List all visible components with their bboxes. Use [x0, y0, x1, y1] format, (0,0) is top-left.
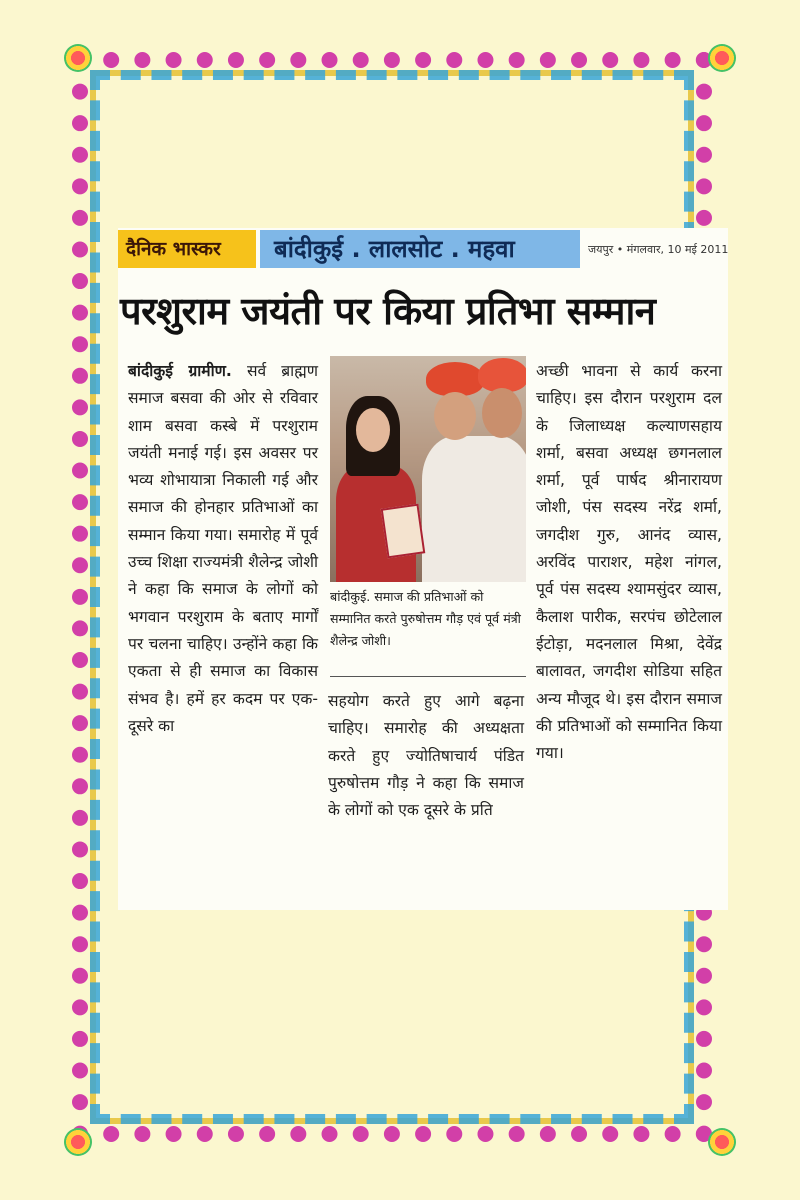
- certificate-icon: [381, 504, 426, 559]
- face-icon: [482, 388, 522, 438]
- dateline-lead: बांदीकुई ग्रामीण.: [128, 362, 232, 380]
- corner-flower-icon: [64, 44, 92, 72]
- turban-icon: [478, 358, 526, 392]
- face-icon: [356, 408, 390, 452]
- dateline: जयपुर • मंगलवार, 10 मई 2011: [588, 243, 729, 256]
- newspaper-logo: दैनिक भास्कर: [118, 230, 256, 268]
- edition-band: बांदीकुई . लालसोट . महवा: [260, 230, 580, 268]
- corner-flower-icon: [708, 44, 736, 72]
- corner-flower-icon: [708, 1128, 736, 1156]
- face-icon: [434, 392, 476, 440]
- corner-flower-icon: [64, 1128, 92, 1156]
- divider: [330, 676, 526, 677]
- photo-caption: बांदीकुई. समाज की प्रतिभाओं को सम्मानित करते पुरुषोत्तम गौड़ एवं पूर्व मंत्री शैलेन्द्र जोशी।: [330, 589, 521, 648]
- column-1-text: सर्व ब्राह्मण समाज बसवा की ओर से रविवार शाम बसवा कस्बे में परशुराम जयंती मनाई गई। इस अवसर पर भव्य शोभायात्रा निकाली गई और समाज की होनहार प्रतिभाओं का सम्मान किया गया। समारोह में पूर्व उच्च शिक्षा राज्यमंत्री शैलेन्द्र जोशी ने कहा कि समाज के लोगों को भगवान परशुराम के बताए मार्गों पर चलना चाहिए। उन्होंने कहा कि एकता से ही समाज का विकास संभव है। हमें हर कदम पर एक-दूसरे का: [128, 362, 318, 735]
- newspaper-clipping: [118, 228, 728, 910]
- man-figure: [422, 436, 526, 582]
- article-column-3: अच्छी भावना से कार्य करना चाहिए। इस दौरान परशुराम दल के जिलाध्यक्ष कल्याणसहाय शर्मा, बसवा अध्यक्ष छगनलाल शर्मा, पूर्व पार्षद श्रीनारायण जोशी, पंस सदस्य नरेंद्र शर्मा, जगदीश गुरु, आनंद व्यास, अरविंद पाराशर, महेश नांगल, पूर्व पंस सदस्य श्यामसुंदर व्यास, कैलाश पारीक, सरपंच छोटेलाल ईटोड़ा, मदनलाल मिश्रा, देवेंद्र बालावत, जगदीश सोडिया सहित अन्य मौजूद थे। इस दौरान समाज की प्रतिभाओं को सम्मानित किया गया।: [536, 362, 722, 763]
- article-column-2: सहयोग करते हुए आगे बढ़ना चाहिए। समारोह की अध्यक्षता करते हुए ज्योतिषाचार्य पंडित पुरुषोत्तम गौड़ ने कहा कि समाज के लोगों को एक दूसरे के प्रति: [328, 692, 524, 820]
- article-column-1: [128, 358, 318, 740]
- turban-icon: [426, 362, 484, 396]
- article-photo: [330, 356, 526, 582]
- article-headline: परशुराम जयंती पर किया प्रतिभा सम्मान: [120, 289, 656, 333]
- masthead: [118, 228, 728, 272]
